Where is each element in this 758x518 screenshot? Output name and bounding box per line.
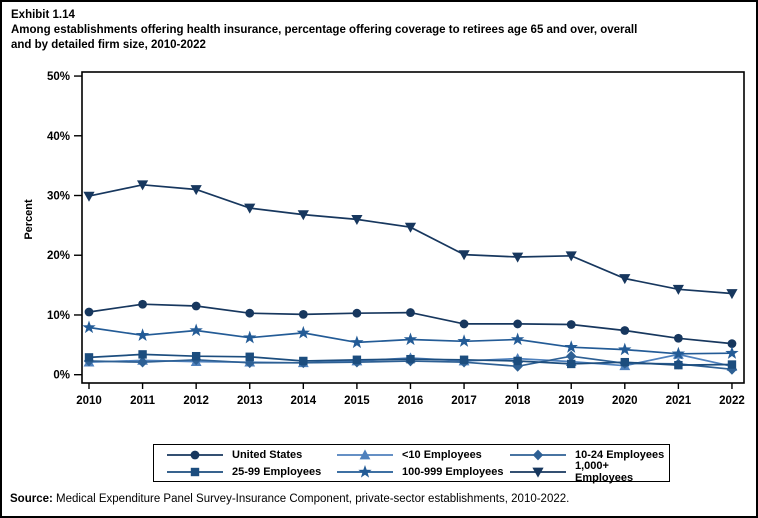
x-axis-tick-label: 2021 — [665, 395, 692, 407]
data-point-25-99-employees-2020 — [621, 358, 629, 366]
legend-item-1-000-employees — [509, 459, 669, 484]
data-point-100-999-employees-2014 — [297, 326, 310, 339]
chart-header — [11, 8, 751, 53]
data-point-25-99-employees-2016 — [406, 355, 414, 363]
data-point-25-99-employees-2011 — [138, 350, 146, 358]
data-point-100-999-employees-2010 — [82, 321, 95, 334]
chart-title-line2: and by detailed firm size, 2010-2022 — [11, 39, 206, 51]
data-point-united-states-2011 — [138, 300, 147, 309]
y-axis-tick-label: 20% — [46, 250, 70, 263]
x-axis-tick-label: 2015 — [344, 395, 370, 407]
data-point-united-states-2018 — [513, 320, 522, 329]
data-point-united-states-2013 — [245, 309, 254, 318]
line-chart — [2, 62, 758, 420]
data-point-united-states-2016 — [406, 308, 415, 317]
source-text: Medical Expenditure Panel Survey-Insurance Component, private-sector establishments, 2010-2022. — [56, 493, 570, 505]
data-point-100-999-employees-2015 — [350, 335, 363, 348]
data-point-united-states-2021 — [674, 334, 683, 343]
source-note — [10, 493, 569, 505]
data-point-united-states-2019 — [567, 320, 576, 329]
legend-label: 1,000+ Employees — [575, 459, 634, 484]
legend-item-united-states — [166, 446, 336, 463]
x-axis-tick-label: 2017 — [451, 395, 477, 407]
data-point-united-states-2020 — [620, 326, 629, 335]
x-axis-tick-label: 2016 — [397, 395, 424, 407]
data-point-25-99-employees-2022 — [728, 360, 736, 368]
data-point-100-999-employees-2020 — [618, 343, 631, 356]
legend-triangle-down-icon — [509, 464, 567, 480]
y-axis-tick-label: 50% — [46, 71, 70, 84]
x-axis-tick-label: 2012 — [183, 395, 209, 407]
legend-item-100-999-employees — [336, 463, 509, 480]
data-point-25-99-employees-2013 — [246, 353, 254, 361]
data-point-25-99-employees-2019 — [567, 360, 575, 368]
legend-marker-10-24-employees — [533, 449, 543, 460]
x-axis-tick-label: 2011 — [130, 395, 156, 407]
legend-label: 25-99 Employees — [232, 465, 322, 478]
legend-circle-icon — [166, 447, 224, 463]
data-point-25-99-employees-2015 — [353, 356, 361, 364]
y-axis-tick-label: 10% — [46, 309, 70, 322]
data-point-united-states-2017 — [460, 320, 469, 329]
source-label: Source: — [10, 493, 53, 505]
data-point-25-99-employees-2010 — [85, 353, 93, 361]
legend-star-icon — [336, 464, 394, 480]
legend-diamond-icon — [509, 447, 567, 463]
legend-label: United States — [232, 448, 303, 461]
data-point-1-000-employees-2016 — [405, 223, 416, 233]
series-line-1-000-employees — [89, 185, 732, 294]
x-axis-tick-label: 2019 — [558, 395, 585, 407]
data-point-25-99-employees-2021 — [674, 361, 682, 369]
data-point-united-states-2015 — [353, 309, 362, 318]
legend-label: 100-999 Employees — [402, 465, 504, 478]
data-point-100-999-employees-2017 — [457, 334, 470, 347]
legend-marker-united-states — [191, 450, 200, 459]
legend-marker-25-99-employees — [191, 467, 199, 475]
exhibit-number: Exhibit 1.14 — [11, 9, 75, 21]
y-axis-tick-label: 0% — [53, 369, 70, 382]
data-point-25-99-employees-2014 — [299, 357, 307, 365]
data-point-united-states-2014 — [299, 310, 308, 319]
chart-legend — [153, 444, 670, 482]
chart-title-line1: Among establishments offering health insurance, percentage offering coverage to retirees age 65 and over, overall — [11, 24, 638, 36]
x-axis-tick-label: 2013 — [236, 395, 263, 407]
data-point-100-999-employees-2018 — [511, 332, 524, 345]
data-point-25-99-employees-2012 — [192, 352, 200, 360]
data-point-100-999-employees-2013 — [243, 331, 256, 344]
x-axis-tick-label: 2020 — [612, 395, 638, 407]
x-axis-tick-label: 2022 — [719, 395, 745, 407]
data-point-100-999-employees-2012 — [190, 324, 203, 337]
legend-label: <10 Employees — [402, 448, 482, 461]
y-axis-tick-label: 40% — [46, 130, 70, 143]
data-point-100-999-employees-2016 — [404, 332, 417, 345]
legend-square-icon — [166, 464, 224, 480]
legend-marker-100-999-employees — [358, 465, 371, 478]
y-axis-tick-label: 30% — [46, 190, 70, 203]
x-axis-tick-label: 2018 — [504, 395, 531, 407]
data-point-1-000-employees-2010 — [83, 192, 94, 202]
y-axis-title: Percent — [23, 199, 35, 240]
x-axis-tick-label: 2010 — [76, 395, 102, 407]
data-point-united-states-2010 — [85, 308, 94, 317]
chart-area — [2, 62, 758, 420]
legend-item-25-99-employees — [166, 463, 336, 480]
legend-item-10-employees — [336, 446, 509, 463]
data-point-united-states-2012 — [192, 302, 201, 311]
data-point-100-999-employees-2011 — [136, 328, 149, 341]
data-point-1-000-employees-2022 — [726, 289, 737, 299]
legend-triangle-up-icon — [336, 447, 394, 463]
data-point-25-99-employees-2017 — [460, 356, 468, 364]
x-axis-tick-label: 2014 — [290, 395, 317, 407]
legend-label: 10-24 Employees — [575, 448, 665, 461]
data-point-25-99-employees-2018 — [513, 357, 521, 365]
data-point-100-999-employees-2022 — [725, 346, 738, 359]
